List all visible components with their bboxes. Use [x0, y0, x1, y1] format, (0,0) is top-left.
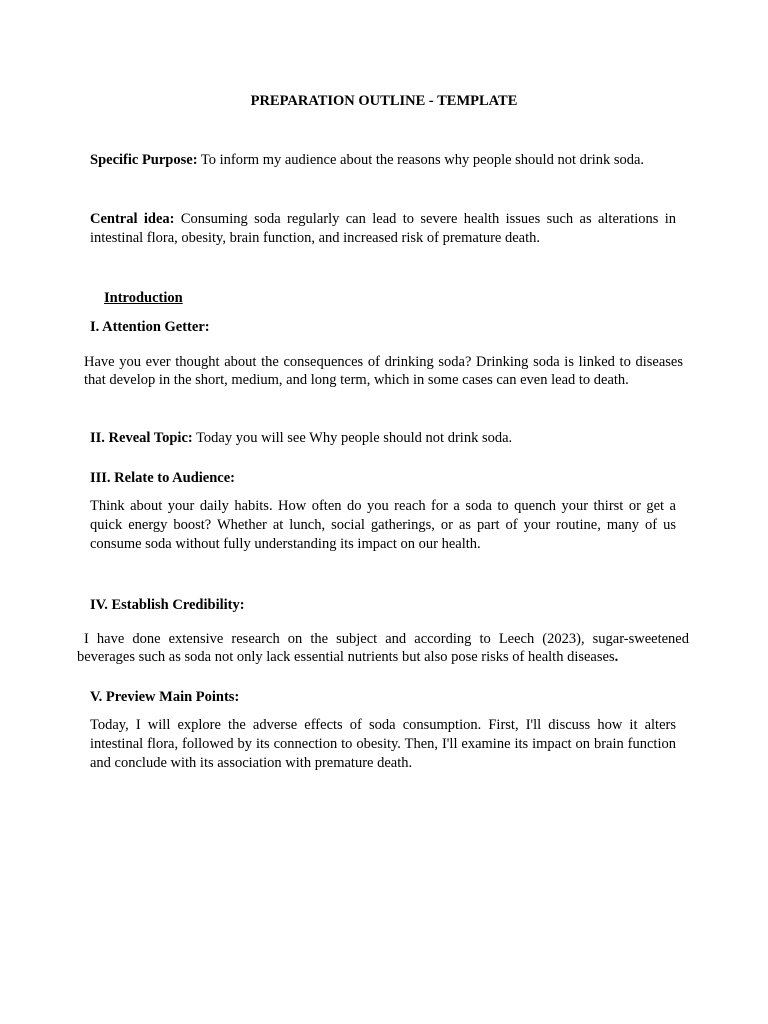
- attention-getter-heading: I. Attention Getter:: [90, 319, 210, 335]
- specific-purpose-label: Specific Purpose:: [90, 152, 198, 168]
- reveal-topic-text: Today you will see Why people should not drink soda.: [192, 430, 513, 446]
- reveal-topic-label: II. Reveal Topic:: [90, 430, 193, 446]
- preview-main-points-text: Today, I will explore the adverse effects of soda consumption. First, I'll discuss how it alters intestinal flora, followed by its connection to obesity. Then, I'll examine its impact on brain function and conclude with its association with premature death.: [90, 717, 676, 771]
- establish-credibility-paragraph: [77, 631, 689, 666]
- attention-getter-text: Have you ever thought about the consequences of drinking soda? Drinking soda is linked to diseases that develop in the short, medium, and long term, which in some cases can even lead to death.: [84, 354, 683, 388]
- central-idea-text: Consuming soda regularly can lead to severe health issues such as alterations in intestinal flora, obesity, brain function, and increased risk of premature death.: [90, 211, 677, 246]
- reveal-topic-paragraph: [90, 429, 690, 448]
- document-title: PREPARATION OUTLINE - TEMPLATE: [250, 93, 518, 109]
- preview-main-points-heading: V. Preview Main Points:: [90, 689, 240, 705]
- introduction-heading: Introduction: [104, 290, 183, 306]
- establish-credibility-text: I have done extensive research on the subject and according to Leech (2023), sugar-sweetened beverages such as soda not only lack essential nutrients but also pose risks of health diseases: [77, 631, 689, 665]
- specific-purpose-text: To inform my audience about the reasons why people should not drink soda.: [197, 152, 645, 168]
- central-idea-label: Central idea:: [90, 211, 175, 227]
- establish-credibility-end-mark: .: [614, 648, 619, 665]
- relate-to-audience-heading: III. Relate to Audience:: [90, 470, 235, 486]
- relate-to-audience-text: Think about your daily habits. How often do you reach for a soda to quench your thirst or get a quick energy boost? Whether at lunch, social gatherings, or as part of your routine, many of us consume soda without fully understanding its impact on our health.: [90, 498, 676, 552]
- specific-purpose-paragraph: [90, 151, 690, 170]
- establish-credibility-heading: IV. Establish Credibility:: [90, 597, 245, 613]
- central-idea-paragraph: [90, 210, 676, 248]
